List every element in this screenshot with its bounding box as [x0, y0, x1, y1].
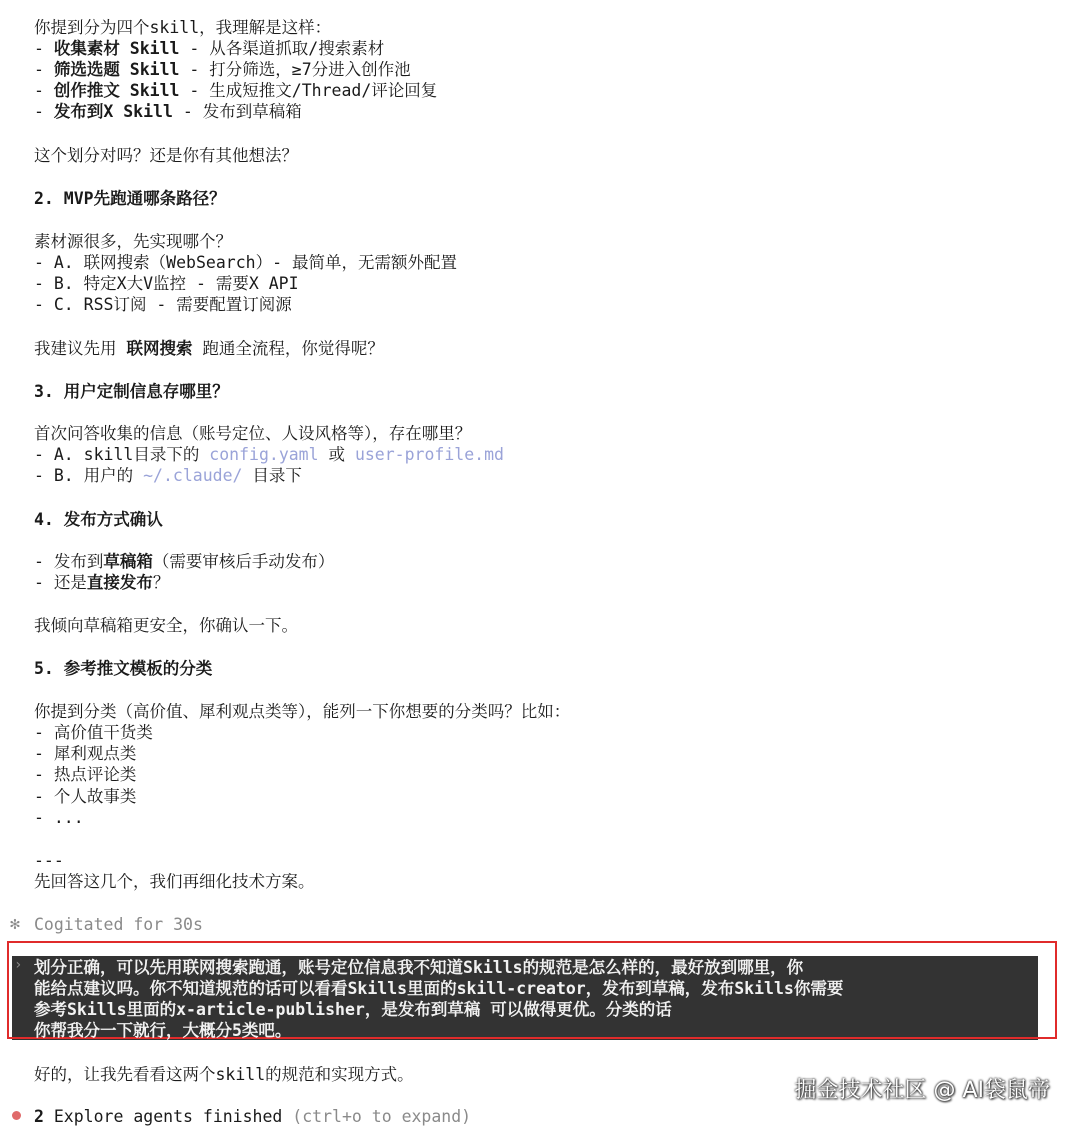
option-item: - 还是直接发布？ — [34, 573, 170, 592]
section-heading: 5. 参考推文模板的分类 — [34, 659, 213, 678]
inline-code: config.yaml — [209, 445, 319, 464]
agents-status[interactable]: 2 Explore agents finished (ctrl+o to expand) — [34, 1107, 472, 1126]
intro-line: 你提到分为四个skill，我理解是这样： — [34, 18, 332, 37]
asterisk-icon: ✻ — [10, 914, 20, 933]
option-item: - 发布到草稿箱（需要审核后手动发布） — [34, 552, 335, 571]
watermark: 掘金技术社区 @ AI袋鼠帝 — [794, 1078, 1050, 1103]
user-message-line: 参考Skills里面的x-article-publisher，是发布到草稿 可以做得更优。分类的话 — [34, 1000, 672, 1019]
skill-item: - 收集素材 Skill - 从各渠道抓取/搜索素材 — [34, 39, 385, 58]
divider: --- — [34, 851, 64, 870]
skill-item: - 发布到X Skill - 发布到草稿箱 — [34, 102, 302, 121]
skill-item: - 筛选选题 Skill - 打分筛选，≥7分进入创作池 — [34, 60, 411, 79]
status-line: Cogitated for 30s — [34, 915, 203, 934]
intro-question: 这个划分对吗？还是你有其他想法？ — [34, 146, 298, 165]
list-item: - 高价值干货类 — [34, 723, 153, 742]
status-dot-icon — [12, 1111, 21, 1120]
option-item: - C. RSS订阅 - 需要配置订阅源 — [34, 295, 292, 314]
section-question: 你提到分类（高价值、犀利观点类等），能列一下你想要的分类吗？比如： — [34, 702, 571, 721]
section-question: 首次问答收集的信息（账号定位、人设风格等），存在哪里？ — [34, 424, 472, 443]
list-item: - 个人故事类 — [34, 787, 137, 806]
user-message-line: 划分正确，可以先用联网搜索跑通，账号定位信息我不知道Skills的规范是怎么样的，最好放到哪里，你 — [34, 958, 804, 977]
section-heading: 3. 用户定制信息存哪里？ — [34, 382, 229, 401]
user-message-line: 能给点建议吗。你不知道规范的话可以看看Skills里面的skill-creator，发布到草稿，发布Skills你需要 — [34, 979, 844, 998]
reply-line: 好的，让我先看看这两个skill的规范和实现方式。 — [34, 1065, 414, 1084]
inline-code: user-profile.md — [354, 445, 504, 464]
skill-item: - 创作推文 Skill - 生成短推文/Thread/评论回复 — [34, 81, 438, 100]
chevron-right-icon: › — [14, 957, 23, 973]
list-item: - ... — [34, 808, 84, 827]
option-item: - A. 联网搜索（WebSearch）- 最简单，无需额外配置 — [34, 253, 457, 272]
list-item: - 犀利观点类 — [34, 744, 137, 763]
note-line: 我倾向草稿箱更安全，你确认一下。 — [34, 616, 298, 635]
inline-code: ~/.claude/ — [143, 466, 243, 485]
suggestion-line: 我建议先用 联网搜索 跑通全流程，你觉得呢？ — [34, 339, 384, 358]
option-item: - B. 用户的 ~/.claude/ 目录下 — [34, 466, 302, 485]
option-item: - B. 特定X大V监控 - 需要X API — [34, 274, 299, 293]
option-item: - A. skill目录下的 config.yaml 或 user-profile.md — [34, 445, 504, 464]
closing-line: 先回答这几个，我们再细化技术方案。 — [34, 872, 315, 891]
section-heading: 2. MVP先跑通哪条路径？ — [34, 189, 226, 208]
section-question: 素材源很多，先实现哪个？ — [34, 232, 232, 251]
list-item: - 热点评论类 — [34, 765, 137, 784]
user-message-line: 你帮我分一下就行，大概分5类吧。 — [34, 1021, 292, 1040]
expand-hint: (ctrl+o to expand) — [282, 1107, 472, 1126]
section-heading: 4. 发布方式确认 — [34, 510, 163, 529]
